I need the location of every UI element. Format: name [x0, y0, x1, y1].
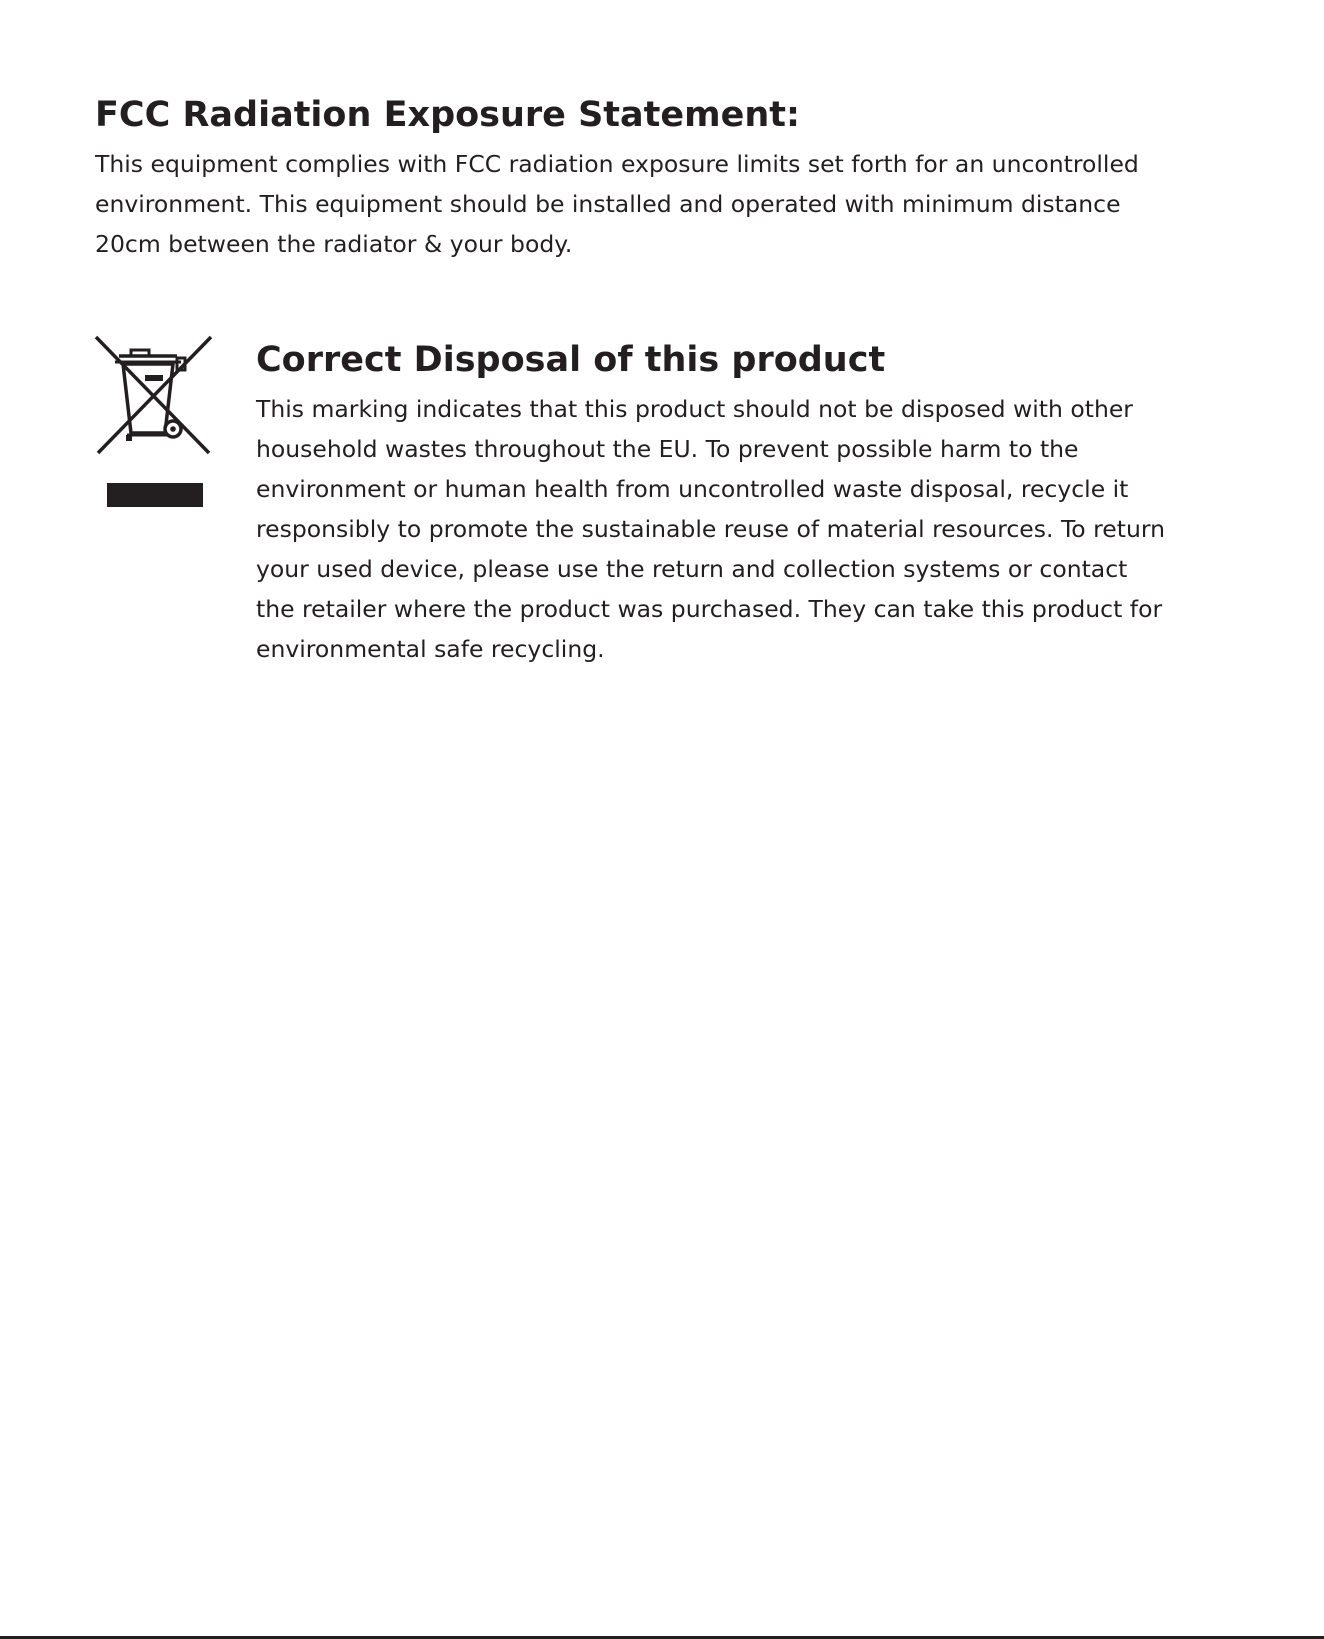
fcc-heading: FCC Radiation Exposure Statement:: [95, 95, 800, 135]
fcc-line: environment. This equipment should be installed and operated with minimum distance: [95, 190, 1121, 218]
disposal-line: responsibly to promote the sustainable reuse of material resources. To return: [256, 515, 1166, 543]
disposal-section: [256, 333, 1256, 669]
disposal-line: your used device, please use the return and collection systems or contact: [256, 555, 1128, 583]
disposal-line: environmental safe recycling.: [256, 635, 605, 663]
disposal-line: the retailer where the product was purchased. They can take this product for: [256, 595, 1163, 623]
disposal-heading: Correct Disposal of this product: [256, 340, 886, 380]
disposal-line: This marking indicates that this product should not be disposed with other: [256, 395, 1133, 423]
fcc-line: 20cm between the radiator & your body.: [95, 230, 573, 258]
disposal-line: household wastes throughout the EU. To prevent possible harm to the: [256, 435, 1079, 463]
fcc-statement-section: [95, 88, 1225, 264]
fcc-body: [95, 144, 1225, 264]
disposal-body: [256, 389, 1256, 669]
disposal-line: environment or human health from uncontrolled waste disposal, recycle it: [256, 475, 1129, 503]
fcc-line: This equipment complies with FCC radiation exposure limits set forth for an uncontrolled: [95, 150, 1139, 178]
crossed-out-wheelie-bin-icon: [93, 335, 217, 509]
